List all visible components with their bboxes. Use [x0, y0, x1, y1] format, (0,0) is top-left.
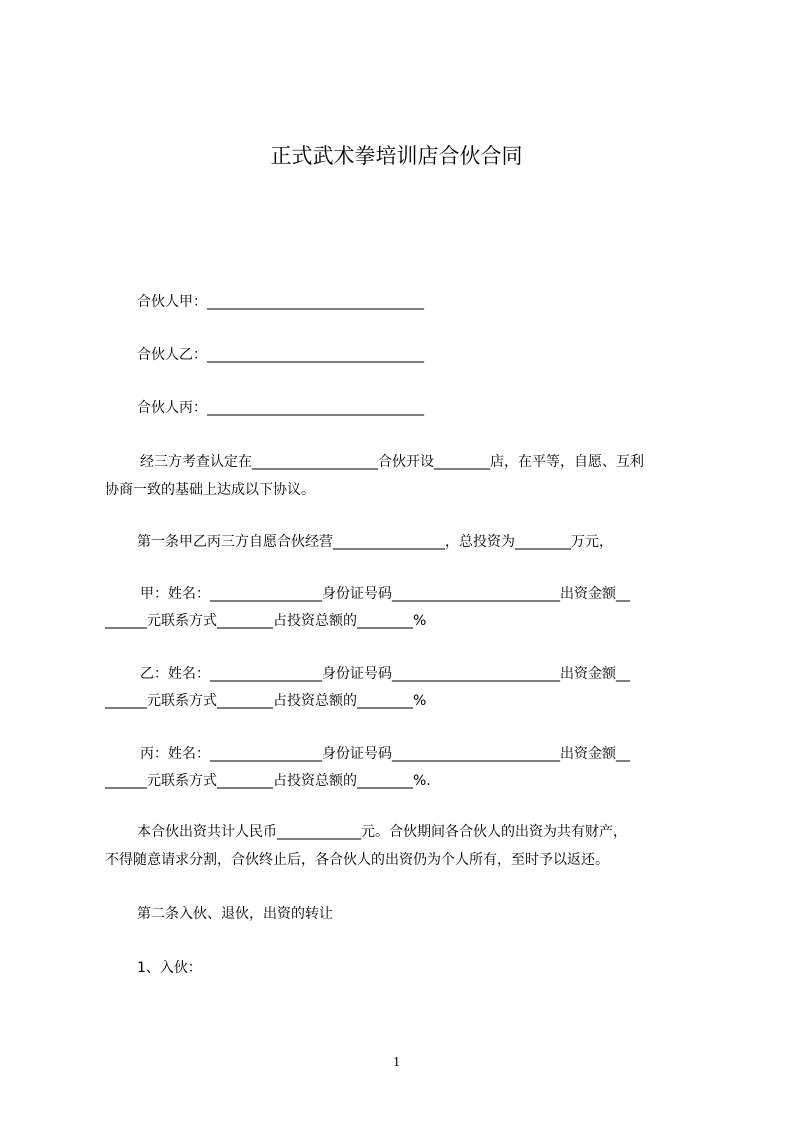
partner-c-line: 合伙人丙：_______________________________: [137, 400, 424, 416]
document-title: 正式武术拳培训店合伙合同: [270, 144, 523, 168]
capital-line-1: 本合伙出资共计人民币____________元。合伙期间各合伙人的出资为共有财产，: [137, 824, 627, 840]
member-jia-line-2: ______元联系方式________占投资总额的________%: [105, 613, 427, 629]
partner-a-line: 合伙人甲：_______________________________: [137, 294, 424, 310]
partner-b-line: 合伙人乙：_______________________________: [137, 347, 424, 363]
capital-line-2: 不得随意请求分割，合伙终止后，各合伙人的出资仍为个人所有，至时予以返还。: [105, 852, 609, 868]
member-yi-line-2: ______元联系方式________占投资总额的________%: [105, 693, 427, 709]
item-1-heading: 1、入伙：: [137, 960, 202, 976]
page-number: 1: [393, 1055, 400, 1070]
member-bing-line-1: 丙：姓名：________________身份证号码________________________出资金额__: [140, 746, 630, 762]
intro-line-1: 经三方考查认定在__________________合伙开设________店，在平等，自愿、互利: [140, 454, 644, 470]
intro-line-2: 协商一致的基础上达成以下协议。: [105, 482, 315, 498]
article-1-line: 第一条甲乙丙三方自愿合伙经营________________，总投资为________万元，: [137, 534, 613, 550]
member-yi-line-1: 乙：姓名：________________身份证号码________________________出资金额__: [140, 666, 630, 682]
member-jia-line-1: 甲：姓名：________________身份证号码________________________出资金额__: [140, 586, 630, 602]
article-2-heading: 第二条入伙、退伙，出资的转让: [137, 906, 333, 922]
member-bing-line-2: ______元联系方式________占投资总额的________%.: [105, 773, 431, 789]
